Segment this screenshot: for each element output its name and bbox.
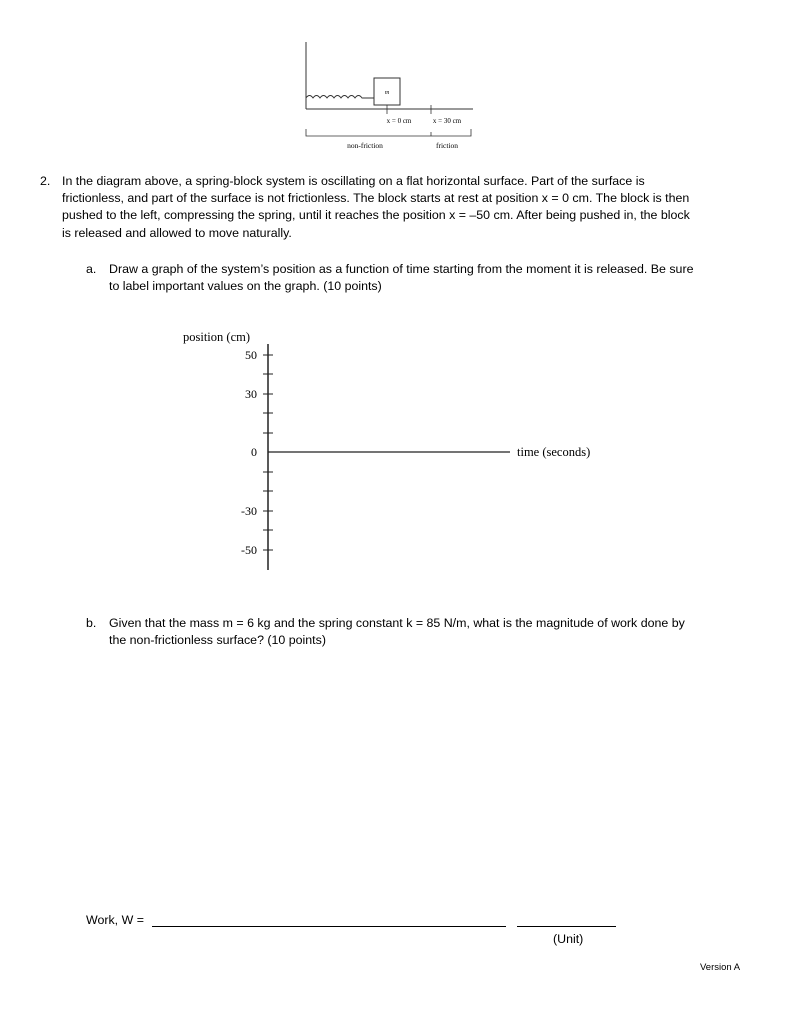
work-answer-label: Work, W = (86, 913, 144, 927)
part-a-line: to label important values on the graph. (10 points) (109, 279, 382, 294)
region-right-label: friction (435, 141, 459, 150)
part-a-line: Draw a graph of the system’s position as a function of time starting from the moment it is released. Be sure (109, 262, 694, 276)
y-tick-label-m30: -30 (241, 504, 257, 518)
position-time-graph (170, 320, 620, 580)
question-line: is released and allowed to move naturally. (62, 225, 292, 240)
mass-label: m (384, 90, 390, 96)
region-bracket (306, 129, 471, 136)
y-tick-label-30: 30 (245, 387, 257, 401)
y-tick-label-50: 50 (245, 348, 257, 362)
question-text (62, 173, 752, 242)
part-a-marker: a. (86, 262, 97, 276)
question-line: In the diagram above, a spring-block system is oscillating on a flat horizontal surface. Part of the surface is (62, 174, 645, 188)
spring-block-diagram (290, 36, 490, 156)
question-line: pushed to the left, compressing the spring, until it reaches the position x = –50 cm. After being pushed in, the block (62, 208, 690, 223)
y-axis-label: position (cm) (183, 330, 251, 344)
part-b-text (109, 615, 769, 649)
x0-label: x = 0 cm (386, 117, 412, 125)
y-tick-label-m50: -50 (241, 543, 257, 557)
work-answer-blank[interactable] (152, 926, 506, 927)
part-b-marker: b. (86, 616, 97, 630)
y-tick-label-0: 0 (251, 445, 257, 459)
part-b-line: the non-frictionless surface? (10 points) (109, 633, 326, 648)
spring (306, 96, 374, 99)
x30-label: x = 30 cm (432, 117, 462, 125)
part-b-line: Given that the mass m = 6 kg and the spring constant k = 85 N/m, what is the magnitude of work done by (109, 616, 685, 630)
unit-answer-blank[interactable] (517, 926, 616, 927)
region-left-label: non-friction (347, 141, 383, 150)
question-number: 2. (40, 174, 51, 188)
unit-label: (Unit) (553, 932, 584, 946)
question-line: frictionless, and part of the surface is not frictionless. The block starts at rest at position x = 0 cm. The block is then (62, 191, 690, 206)
x-axis-label: time (seconds) (517, 445, 591, 459)
version-label: Version A (700, 962, 741, 973)
part-a-text (109, 261, 769, 295)
